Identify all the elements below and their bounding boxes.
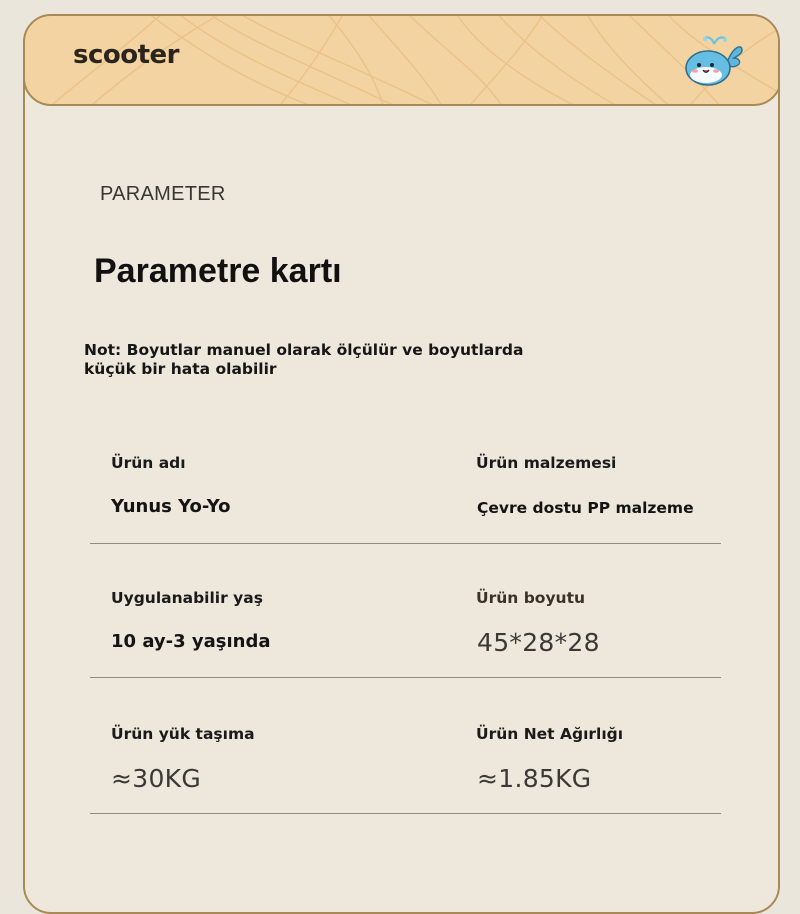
param-label-material: Ürün malzemesi (476, 454, 617, 472)
param-label-size: Ürün boyutu (476, 589, 586, 607)
section-label-en: PARAMETER (100, 183, 226, 205)
row-divider (90, 543, 721, 544)
param-value-size: 45*28*28 (477, 628, 600, 657)
param-label-age: Uygulanabilir yaş (111, 589, 263, 607)
parameter-card (23, 14, 780, 914)
param-value-material: Çevre dostu PP malzeme (477, 499, 694, 517)
param-value-net-weight: ≈1.85KG (477, 764, 592, 793)
param-value-load: ≈30KG (111, 764, 202, 793)
param-label-load: Ürün yük taşıma (111, 725, 255, 743)
measurement-note: Not: Boyutlar manuel olarak ölçülür ve boyutlarda küçük bir hata olabilir (84, 341, 524, 378)
brand-name: scooter (73, 40, 179, 70)
param-label-product-name: Ürün adı (111, 454, 186, 472)
page-title: Parametre kartı (94, 252, 342, 290)
row-divider (90, 813, 721, 814)
param-value-product-name: Yunus Yo-Yo (111, 496, 231, 517)
header-banner (23, 14, 780, 106)
row-divider (90, 677, 721, 678)
whale-mascot-icon (684, 34, 744, 90)
param-value-age: 10 ay-3 yaşında (111, 631, 271, 652)
param-label-net-weight: Ürün Net Ağırlığı (476, 725, 624, 743)
